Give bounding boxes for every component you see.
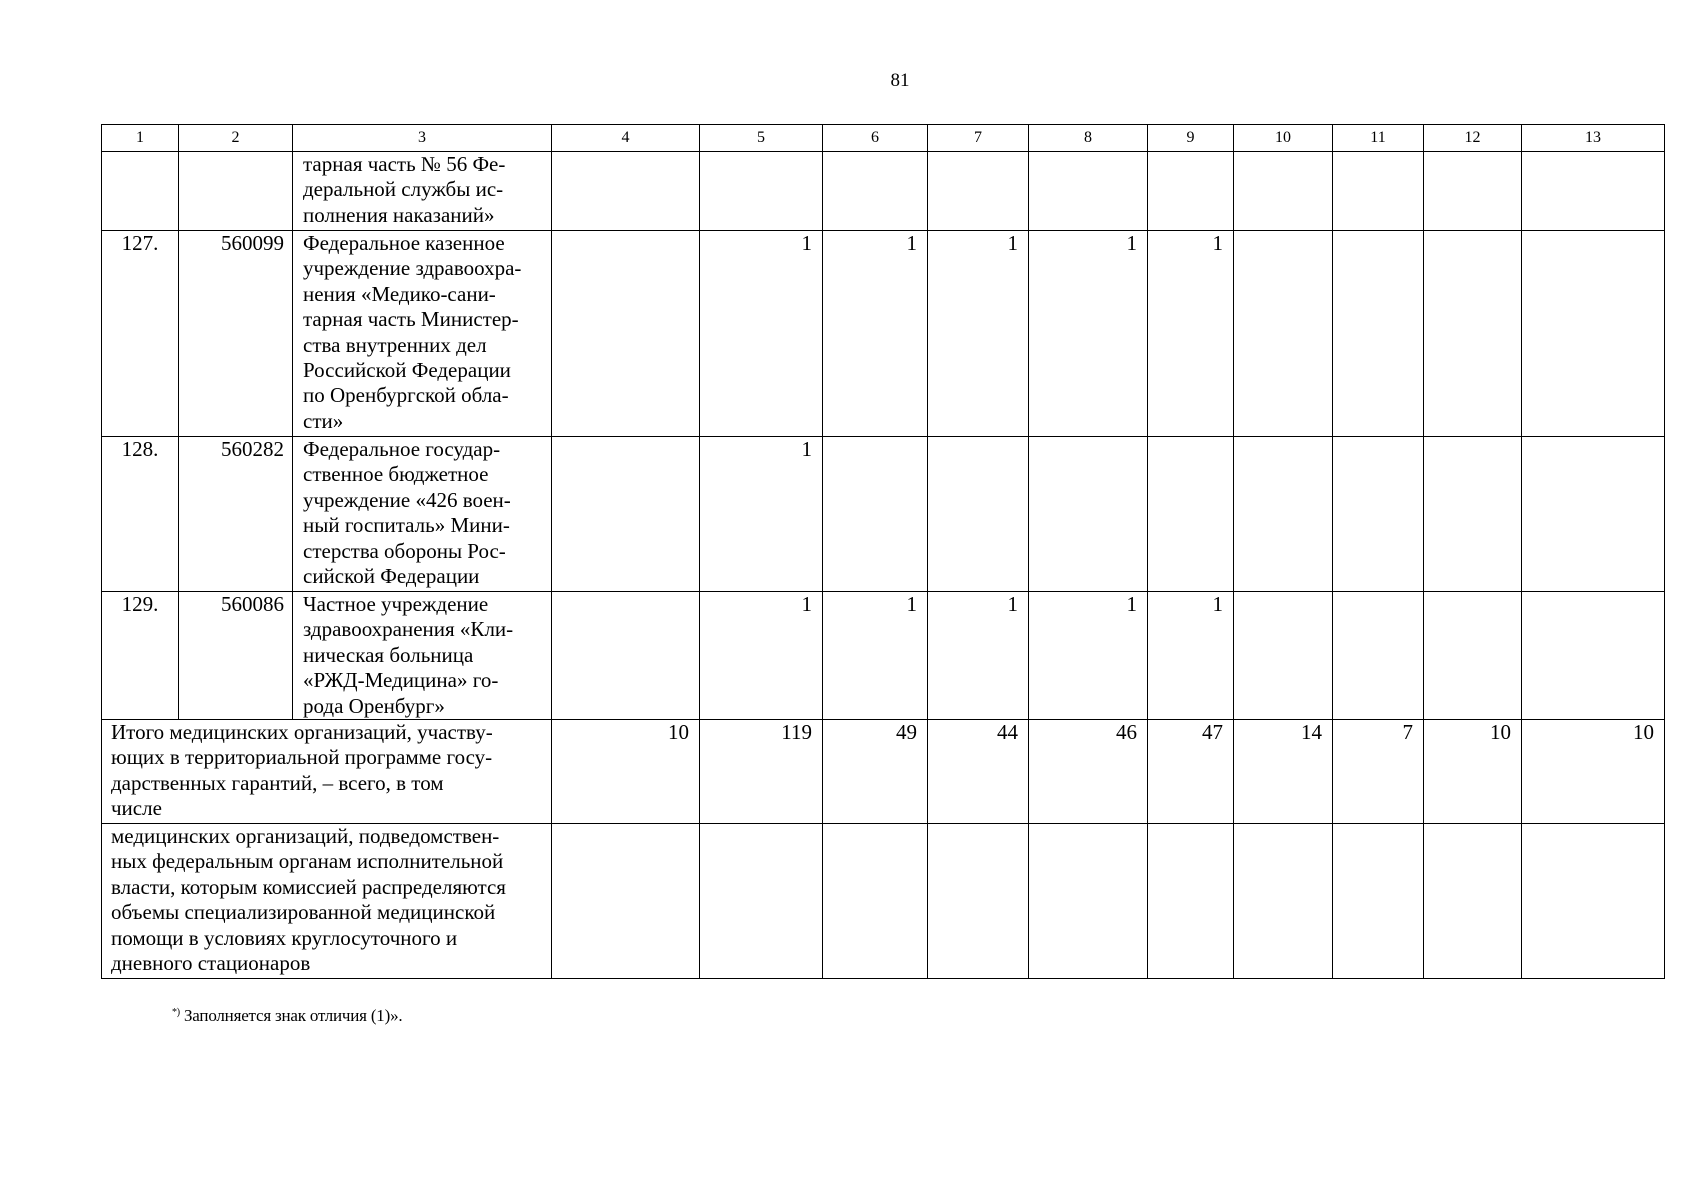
organization-name: Частное учреждение здравоохранения «Кли- ническая больница «РЖД-Медицина» го- рода Оренбург»	[293, 592, 552, 720]
value-cell	[1029, 824, 1148, 979]
value-cell	[1148, 437, 1234, 592]
value-cell: 10	[1424, 720, 1522, 824]
row-number: 128.	[102, 437, 179, 592]
value-cell	[1424, 231, 1522, 437]
column-header: 3	[293, 125, 552, 152]
value-cell: 1	[1029, 231, 1148, 437]
column-header: 10	[1234, 125, 1333, 152]
value-cell	[700, 152, 823, 231]
value-cell	[1234, 152, 1333, 231]
column-header: 8	[1029, 125, 1148, 152]
value-cell: 44	[928, 720, 1029, 824]
table-row	[102, 592, 1665, 720]
footnote	[172, 1006, 402, 1026]
value-cell	[1148, 152, 1234, 231]
value-cell	[1522, 824, 1665, 979]
organization-name: Федеральное государ- ственное бюджетное учреждение «426 воен- ный госпиталь» Мини- стерства обороны Рос- сийской Федерации	[293, 437, 552, 592]
value-cell	[1522, 231, 1665, 437]
subtotal-row	[102, 824, 1665, 979]
value-cell: 7	[1333, 720, 1424, 824]
table-row	[102, 231, 1665, 437]
value-cell	[1029, 437, 1148, 592]
value-cell: 10	[1522, 720, 1665, 824]
value-cell: 1	[1148, 231, 1234, 437]
total-row	[102, 720, 1665, 824]
organization-code: 560099	[179, 231, 293, 437]
page-number: 81	[890, 70, 910, 91]
value-cell	[928, 437, 1029, 592]
value-cell: 1	[928, 592, 1029, 720]
organization-code: 560086	[179, 592, 293, 720]
value-cell: 119	[700, 720, 823, 824]
total-row-label: Итого медицинских организаций, участву- ющих в территориальной программе госу- дарственных гарантий, – всего, в том числе	[102, 720, 552, 824]
value-cell: 1	[1029, 592, 1148, 720]
value-cell: 1	[700, 437, 823, 592]
row-number	[102, 152, 179, 231]
column-header: 11	[1333, 125, 1424, 152]
footnote-marker: *)	[172, 1007, 180, 1018]
column-number-header	[102, 125, 1665, 152]
value-cell: 49	[823, 720, 928, 824]
value-cell	[823, 152, 928, 231]
value-cell	[552, 437, 700, 592]
column-header: 13	[1522, 125, 1665, 152]
value-cell	[1522, 592, 1665, 720]
value-cell: 1	[700, 231, 823, 437]
value-cell	[1424, 152, 1522, 231]
value-cell	[1522, 437, 1665, 592]
value-cell: 1	[823, 231, 928, 437]
column-header: 6	[823, 125, 928, 152]
organization-name: тарная часть № 56 Фе- деральной службы ис- полнения наказаний»	[293, 152, 552, 231]
value-cell	[1522, 152, 1665, 231]
value-cell: 1	[823, 592, 928, 720]
table-row	[102, 152, 1665, 231]
footnote-text: Заполняется знак отличия (1)».	[179, 1006, 403, 1025]
value-cell	[552, 824, 700, 979]
value-cell	[1148, 824, 1234, 979]
value-cell: 46	[1029, 720, 1148, 824]
column-header: 7	[928, 125, 1029, 152]
value-cell	[1234, 437, 1333, 592]
value-cell	[1234, 824, 1333, 979]
value-cell	[700, 824, 823, 979]
column-header: 2	[179, 125, 293, 152]
value-cell	[1029, 152, 1148, 231]
value-cell: 47	[1148, 720, 1234, 824]
organization-code	[179, 152, 293, 231]
value-cell	[1424, 437, 1522, 592]
value-cell	[1333, 437, 1424, 592]
organization-name: Федеральное казенное учреждение здравоохра- нения «Медико-сани- тарная часть Министер- ства внутренних дел Российской Федерации по Оренбургской обла- сти»	[293, 231, 552, 437]
row-number: 129.	[102, 592, 179, 720]
value-cell	[823, 437, 928, 592]
organization-code: 560282	[179, 437, 293, 592]
value-cell: 1	[700, 592, 823, 720]
column-header: 1	[102, 125, 179, 152]
column-header: 12	[1424, 125, 1522, 152]
value-cell	[552, 152, 700, 231]
value-cell	[1333, 592, 1424, 720]
column-header: 4	[552, 125, 700, 152]
row-number: 127.	[102, 231, 179, 437]
column-header: 9	[1148, 125, 1234, 152]
value-cell	[928, 152, 1029, 231]
value-cell: 1	[928, 231, 1029, 437]
value-cell	[1333, 231, 1424, 437]
value-cell	[552, 592, 700, 720]
value-cell	[1333, 152, 1424, 231]
value-cell	[1234, 592, 1333, 720]
column-header: 5	[700, 125, 823, 152]
value-cell	[552, 231, 700, 437]
value-cell	[1333, 824, 1424, 979]
value-cell	[1234, 231, 1333, 437]
data-table	[101, 124, 1665, 979]
value-cell	[1424, 592, 1522, 720]
value-cell: 14	[1234, 720, 1333, 824]
value-cell: 1	[1148, 592, 1234, 720]
value-cell	[823, 824, 928, 979]
value-cell	[928, 824, 1029, 979]
subtotal-row-label: медицинских организаций, подведомствен- ных федеральным органам исполнительной власти, которым комиссией распределяются объемы специализированной медицинской помощи в условиях круглосуточного и дневного стационаров	[102, 824, 552, 979]
table-row	[102, 437, 1665, 592]
value-cell: 10	[552, 720, 700, 824]
value-cell	[1424, 824, 1522, 979]
